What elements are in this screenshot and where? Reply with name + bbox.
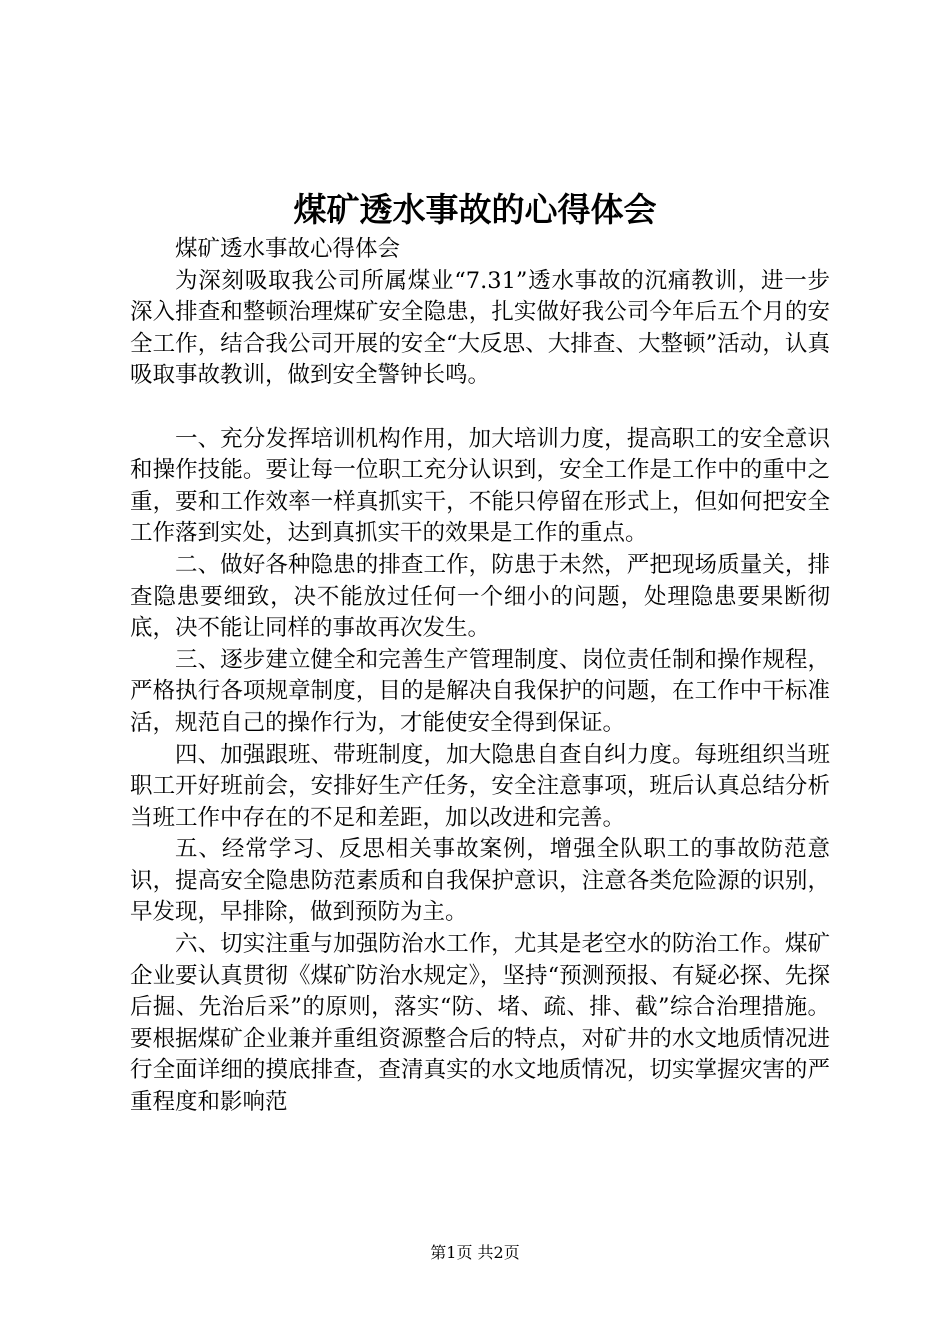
subtitle-paragraph: 煤矿透水事故心得体会 bbox=[175, 236, 401, 262]
point-2-paragraph: 二、做好各种隐患的排查工作，防患于未然，严把现场质量关，排查隐患要细致，决不能放过任何一个细小的问题，处理隐患要果断彻底，决不能让同样的事故再次发生。 bbox=[130, 551, 830, 642]
point-4-paragraph: 四、加强跟班、带班制度，加大隐患自查自纠力度。每班组织当班职工开好班前会，安排好生产任务，安全注意事项，班后认真总结分析当班工作中存在的不足和差距，加以改进和完善。 bbox=[130, 741, 830, 831]
point-5-paragraph: 五、经常学习、反思相关事故案例，增强全队职工的事故防范意识，提高安全隐患防范素质和自我保护意识，注意各类危险源的识别，早发现，早排除，做到预防为主。 bbox=[130, 836, 830, 926]
document-body bbox=[130, 234, 830, 1119]
document-title: 煤矿透水事故的心得体会 bbox=[293, 190, 657, 229]
point-6-paragraph: 六、切实注重与加强防治水工作，尤其是老空水的防治工作。煤矿企业要认真贯彻《煤矿防治水规定》，坚持“预测预报、有疑必探、先探后掘、先治后采”的原则，落实“防、堵、疏、排、截”综合治理措施。要根据煤矿企业兼并重组资源整合后的特点，对矿井的水文地质情况进行全面详细的摸底排查，查清真实的水文地质情况，切实掌握灾害的严重程度和影响范 bbox=[130, 931, 830, 1116]
page-number-footer: 第1页 共2页 bbox=[430, 1243, 520, 1262]
point-3-paragraph: 三、逐步建立健全和完善生产管理制度、岗位责任制和操作规程，严格执行各项规章制度，目的是解决自我保护的问题，在工作中干标准活，规范自己的操作行为，才能使安全得到保证。 bbox=[130, 646, 830, 736]
point-1-paragraph: 一、充分发挥培训机构作用，加大培训力度，提高职工的安全意识和操作技能。要让每一位职工充分认识到，安全工作是工作中的重中之重，要和工作效率一样真抓实干，不能只停留在形式上，但如何把安全工作落到实处，达到真抓实干的效果是工作的重点。 bbox=[130, 425, 830, 547]
intro-paragraph: 为深刻吸取我公司所属煤业“7.31”透水事故的沉痛教训，进一步深入排查和整顿治理煤矿安全隐患，扎实做好我公司今年后五个月的安全工作，结合我公司开展的安全“大反思、大排查、大整顿”活动，认真吸取事故教训，做到安全警钟长鸣。 bbox=[130, 267, 830, 389]
